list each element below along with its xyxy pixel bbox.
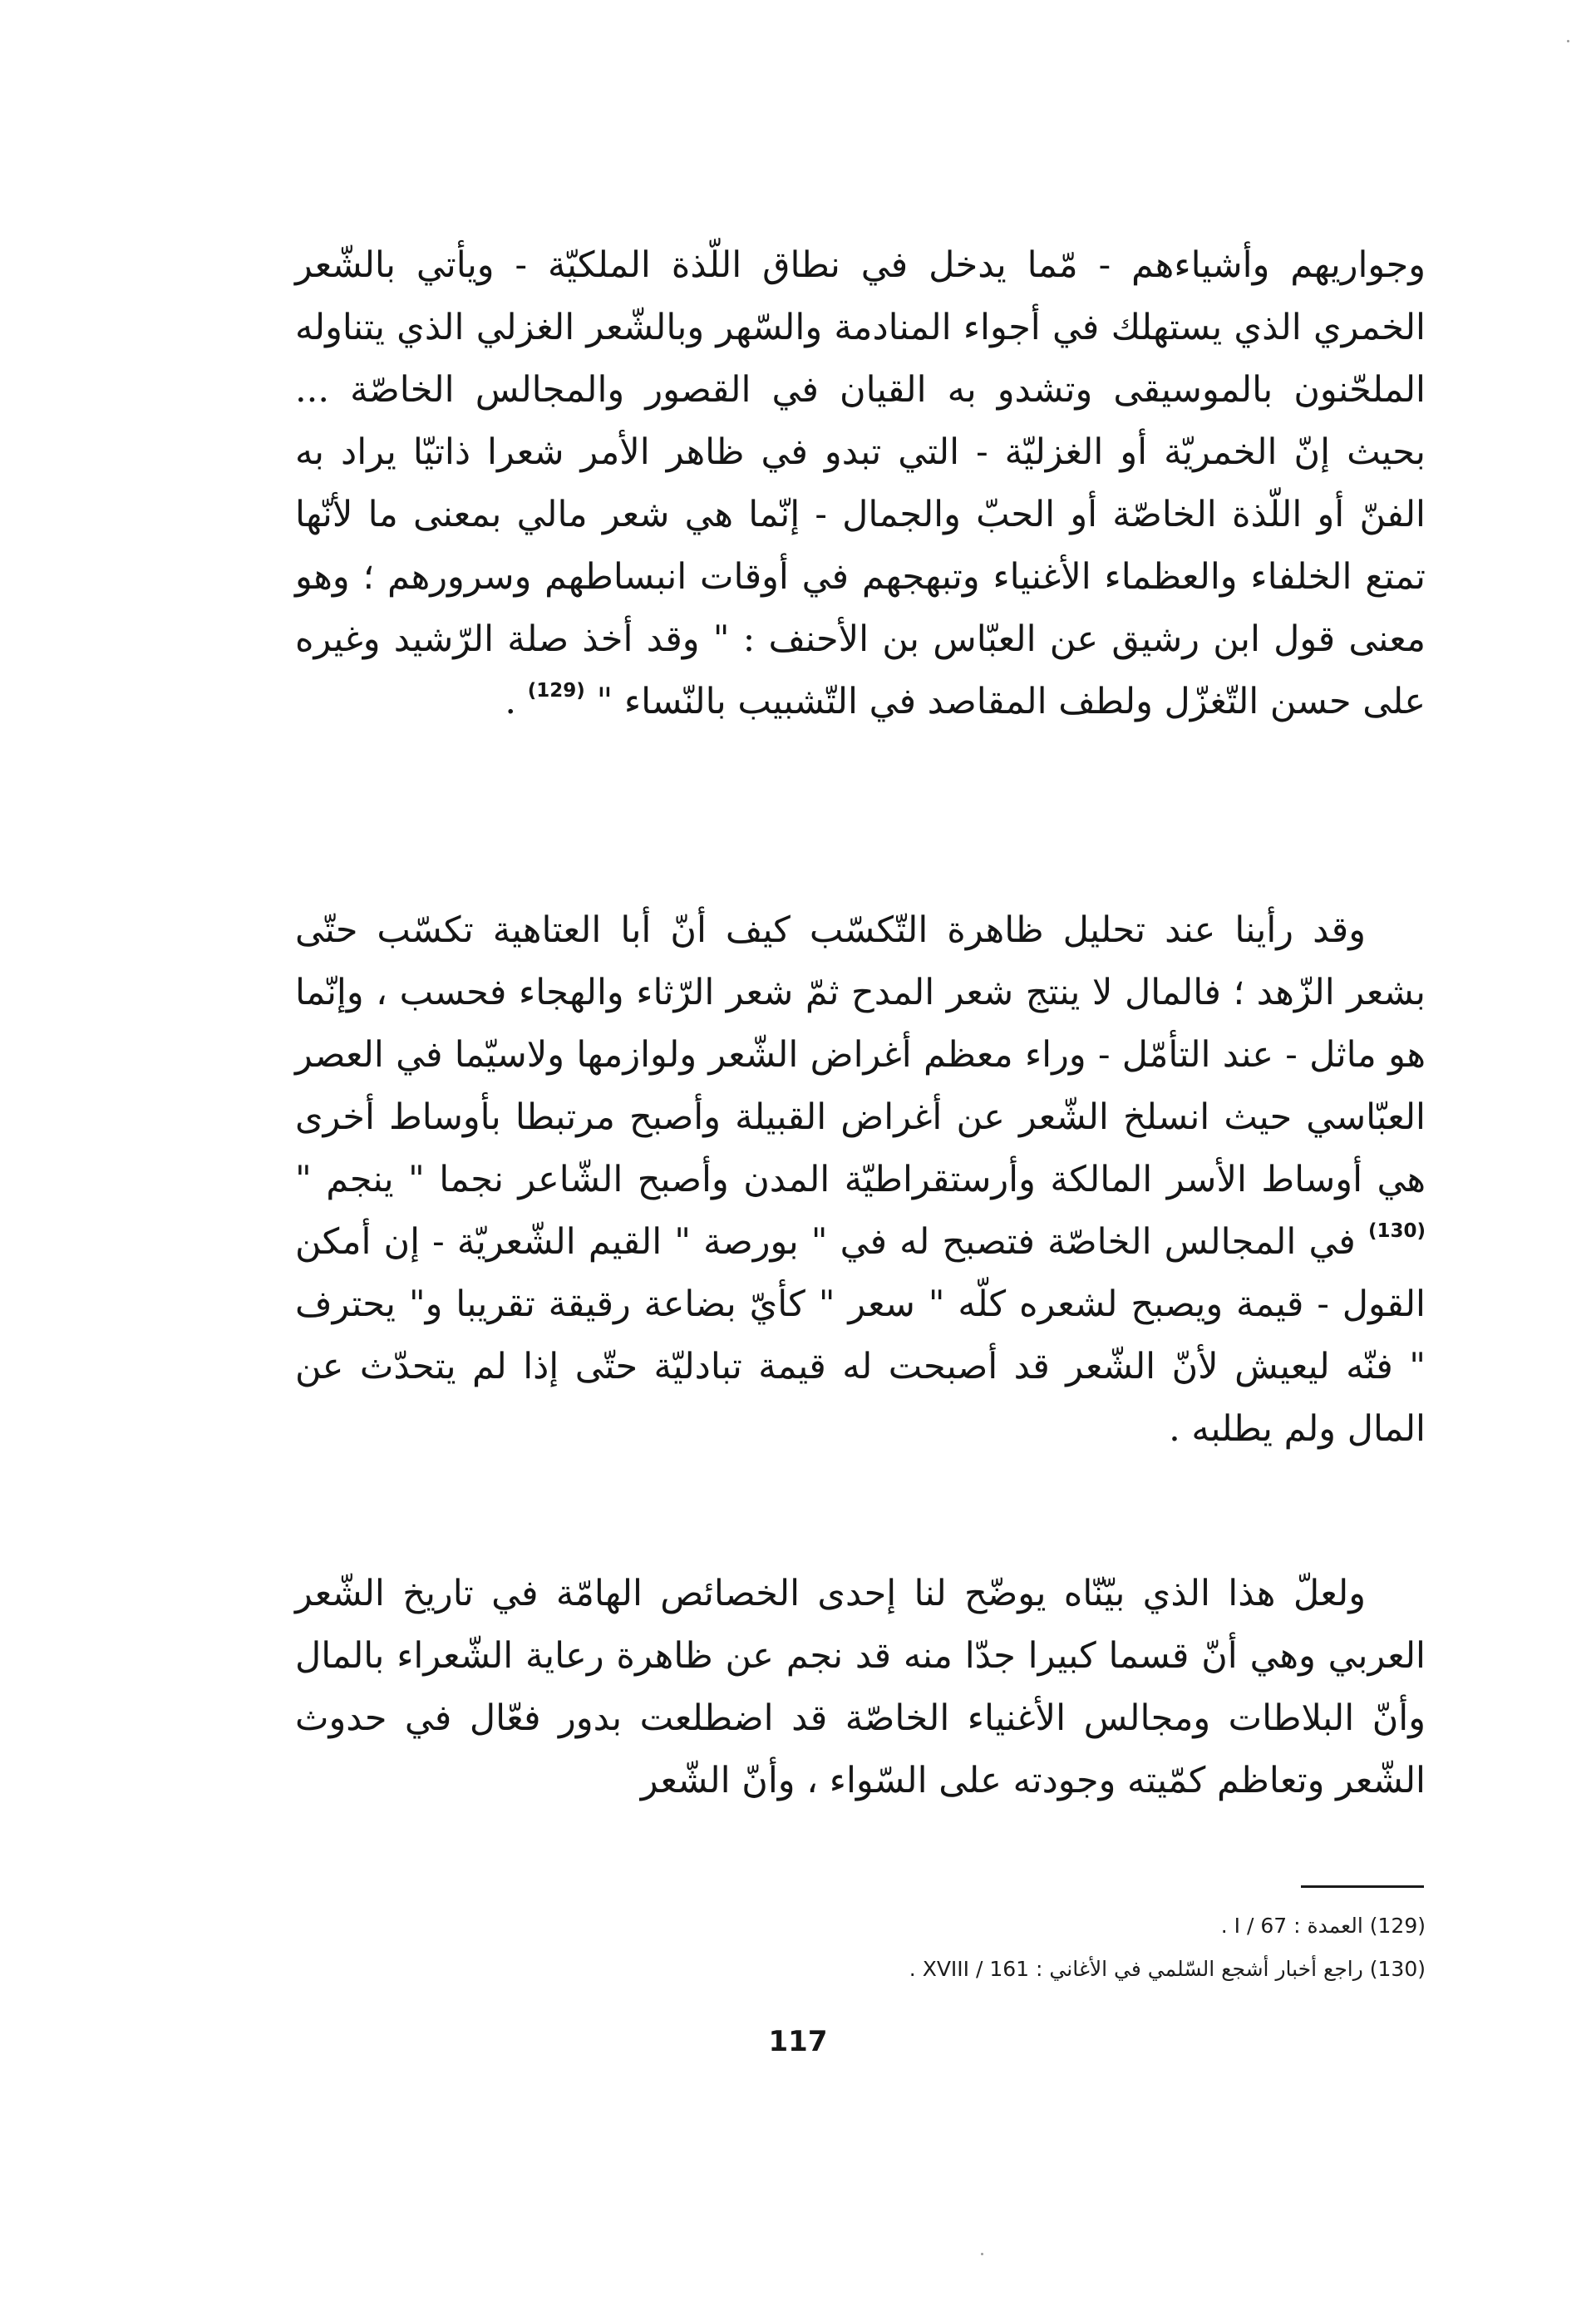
paragraph-3 (295, 1563, 1426, 1812)
footnote-130: (130) راجع أخبار أشجع السّلمي في الأغاني : XVIII / 161 . (909, 1957, 1426, 1981)
footnote-separator (1301, 1885, 1424, 1888)
paragraph-1 (295, 234, 1426, 733)
paragraph-3-text: ولعلّ هذا الذي بيّنّاه يوضّح لنا إحدى الخصائص الهامّة في تاريخ الشّعر العربي وهي أنّ قسما كبيرا جدّا منه قد نجم عن ظاهرة رعاية الشّعراء بالمال وأنّ البلاطات ومجالس الأغنياء الخاصّة قد اضطلعت بدور فعّال في حدوث الشّعر وتعاظم كمّيته وجودته على السّواء ، وأنّ الشّعر (295, 1573, 1426, 1801)
paragraph-2-text-before: وقد رأينا عند تحليل ظاهرة التّكسّب كيف أنّ أبا العتاهية تكسّب حتّى بشعر الزّهد ؛ فالمال لا ينتج شعر المدح ثمّ شعر الرّثاء والهجاء فحسب ، وإنّما هو ماثل - عند التأمّل - وراء معظم أغراض الشّعر ولوازمها ولاسيّما في العصر العبّاسي حيث انسلخ الشّعر عن أغراض القبيلة وأصبح مرتبطا بأوساط أخرى هي أوساط الأسر المالكة وأرستقراطيّة المدن وأصبح الشّاعر نجما " ينجم " (295, 909, 1426, 1200)
page-number: 117 (768, 2025, 828, 2058)
paragraph-1-tail: . (505, 681, 517, 722)
paragraph-2 (295, 899, 1426, 1461)
footnote-129: (129) العمدة : I / 67 . (1220, 1914, 1426, 1938)
footnote-ref-130: (130) (1367, 1220, 1426, 1242)
scan-speck (1567, 40, 1569, 42)
scan-speck (981, 2253, 983, 2255)
footnote-ref-129: (129) (527, 680, 585, 702)
paragraph-2-text-after: في المجالس الخاصّة فتصبح له في " بورصة " القيم الشّعريّة - إن أمكن القول - قيمة ويصبح لشعره كلّه " سعر " كأيّ بضاعة رقيقة تقريبا و" يحترف " فنّه ليعيش لأنّ الشّعر قد أصبحت له قيمة تبادليّة حتّى إذا لم يتحدّث عن المال ولم يطلبه . (295, 1221, 1426, 1450)
paragraph-1-text: وجواريهم وأشياءهم - مّما يدخل في نطاق اللّذة الملكيّة - ويأتي بالشّعر الخمري الذي يستهلك في أجواء المنادمة والسّهر وبالشّعر الغزلي الذي يتناوله الملحّنون بالموسيقى وتشدو به القيان في القصور والمجالس الخاصّة ... بحيث إنّ الخمريّة أو الغزليّة - التي تبدو في ظاهر الأمر شعرا ذاتيّا يراد به الفنّ أو اللّذة الخاصّة أو الحبّ والجمال - إنّما هي شعر مالي بمعنى ما لأنّها تمتع الخلفاء والعظماء الأغنياء وتبهجهم في أوقات انبساطهم وسرورهم ؛ وهو معنى قول ابن رشيق عن العبّاس بن الأحنف : " وقد أخذ صلة الرّشيد وغيره على حسن التّغزّل ولطف المقاصد في التّشبيب بالنّساء " (295, 244, 1426, 722)
